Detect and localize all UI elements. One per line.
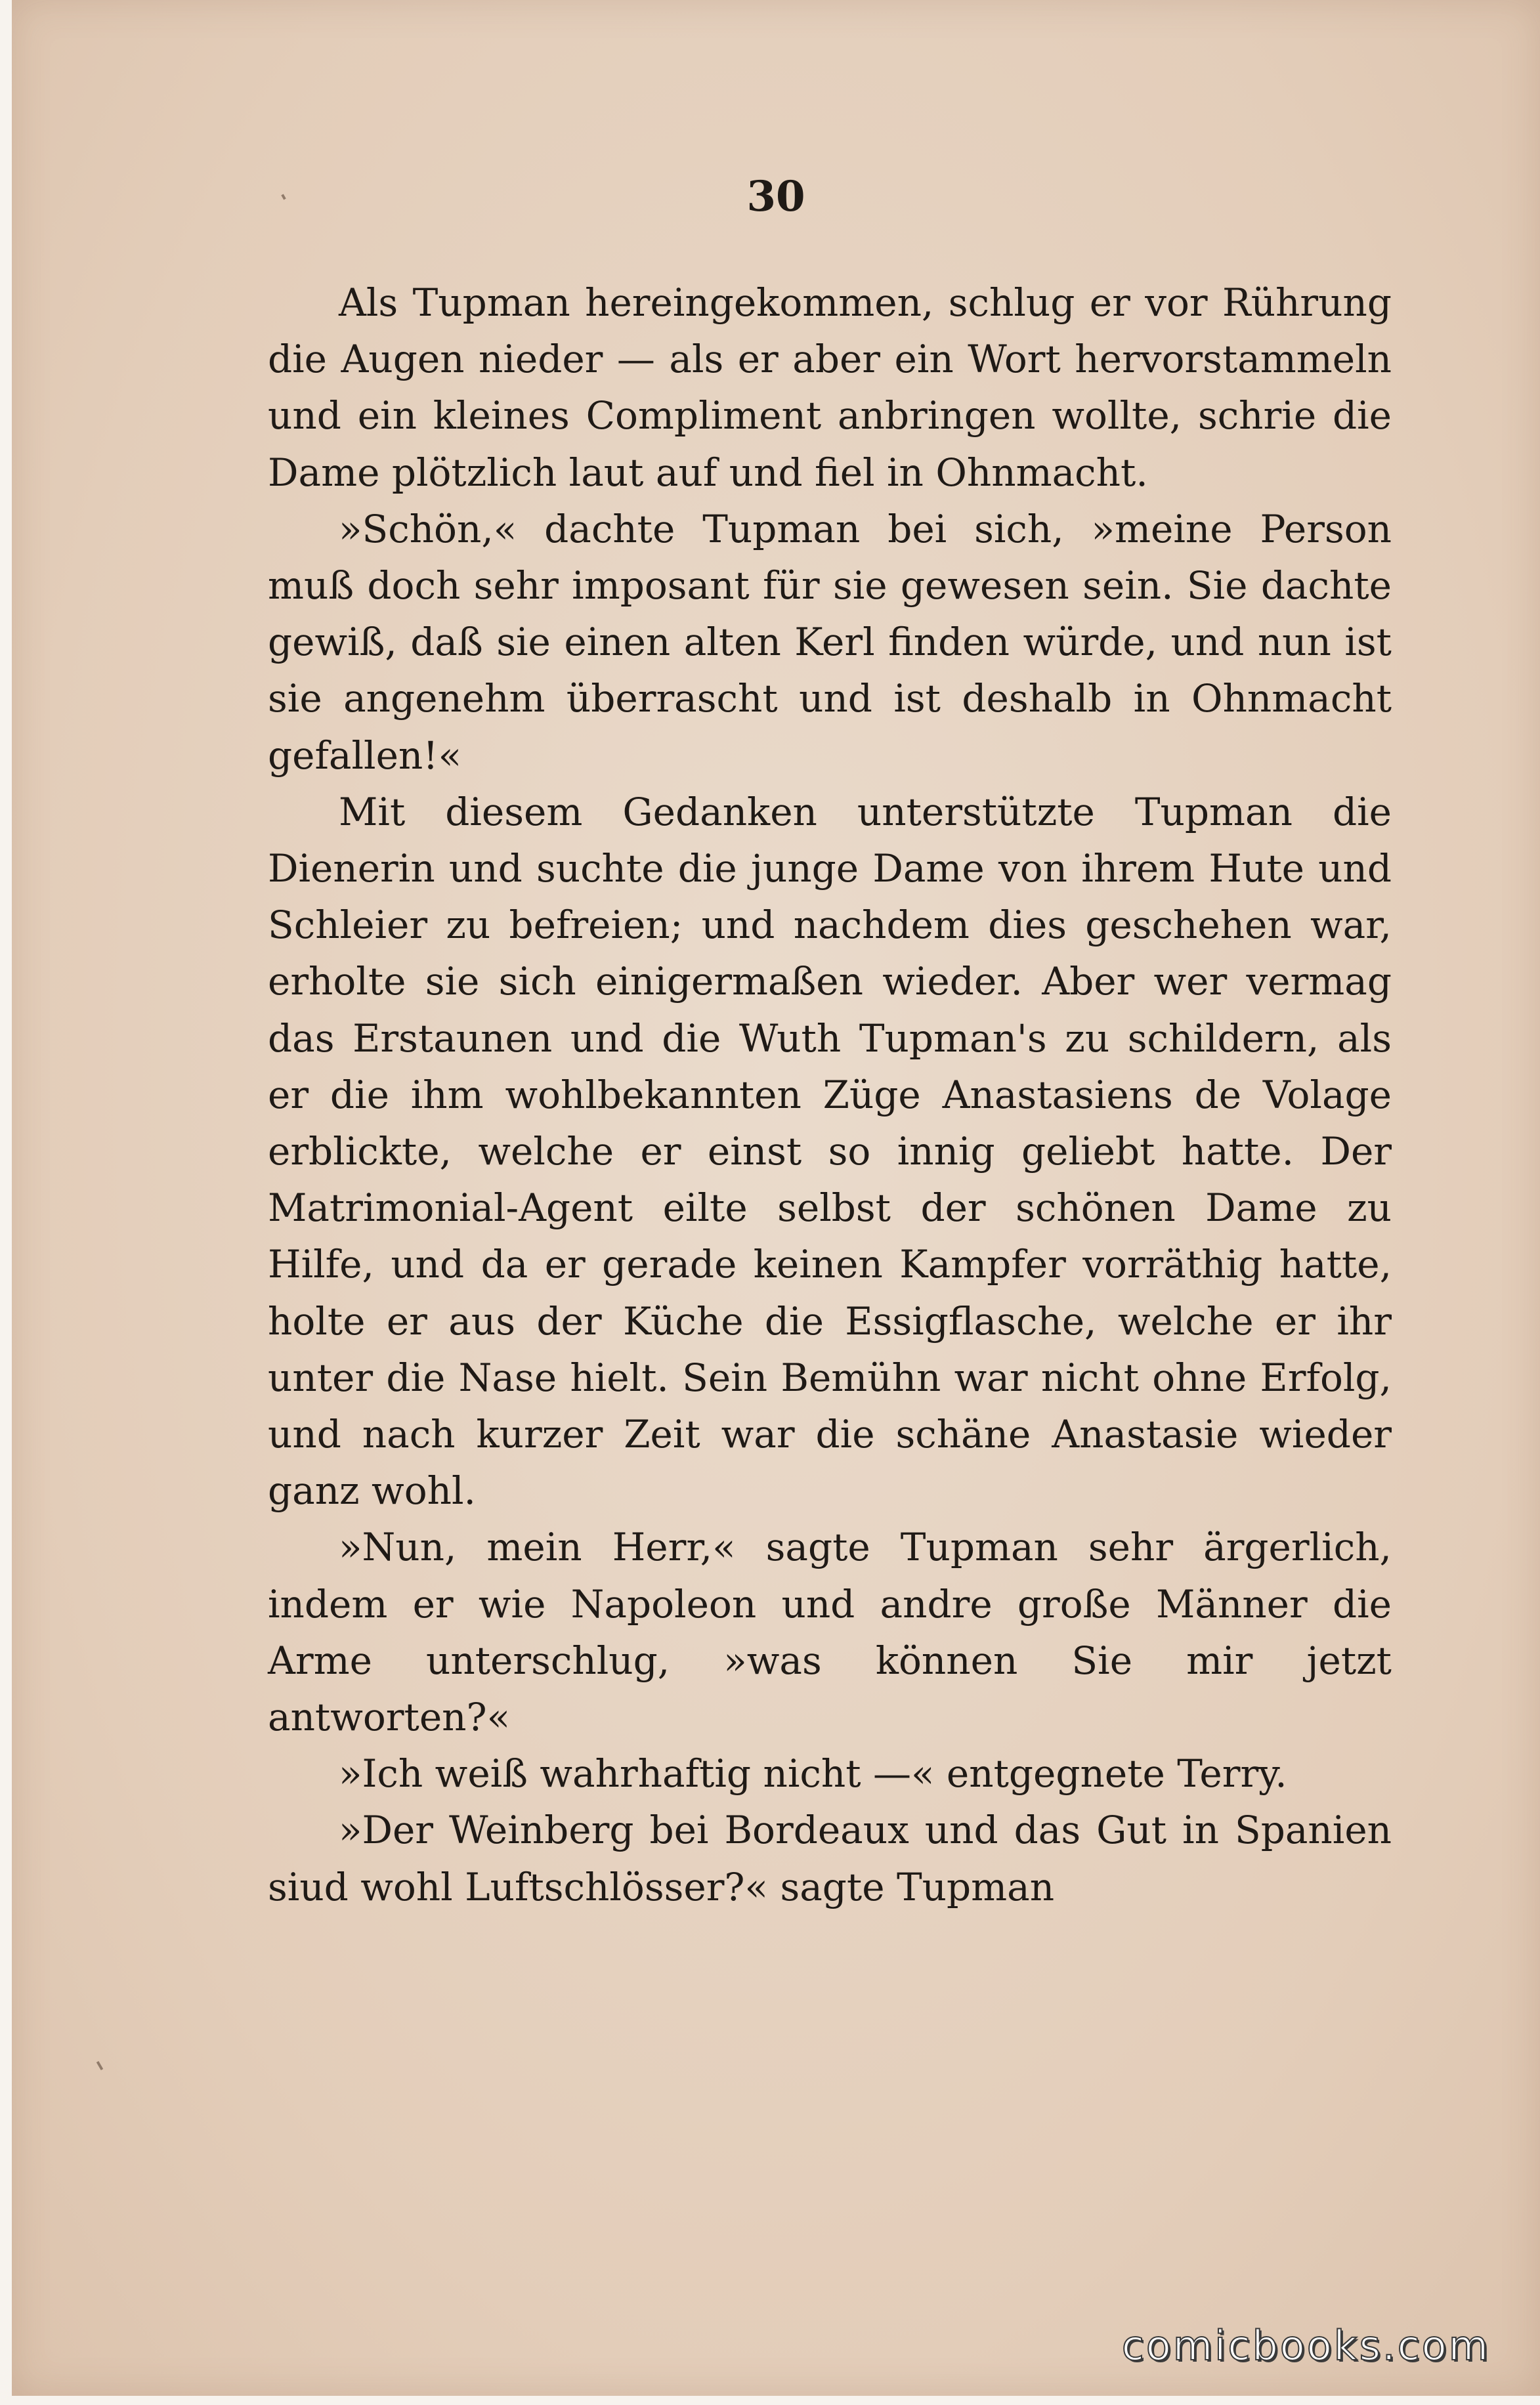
- page-number: 30: [746, 172, 805, 221]
- body-text: [268, 274, 1392, 1915]
- book-page: [12, 0, 1540, 2396]
- paper-speck: [96, 2061, 103, 2070]
- paragraph-2: »Schön,« dachte Tupman bei sich, »meine Person muß doch sehr imposant für sie gewesen sein. Sie dachte gewiß, daß sie einen alten Kerl finden würde, und nun ist sie angenehm überrascht und ist deshalb in Ohnmacht gefallen!«: [268, 506, 1392, 778]
- paragraph-5: »Ich weiß wahrhaftig nicht —« entgegnete Terry.: [339, 1751, 1287, 1797]
- paragraph-1: Als Tupman hereingekommen, schlug er vor Rührung die Augen nieder — als er aber ein Wort hervorstammeln und ein kleines Compliment anbringen wollte, schrie die Dame plötzlich laut auf und fiel in Ohnmacht.: [268, 280, 1392, 495]
- paragraph-4: »Nun, mein Herr,« sagte Tupman sehr ärgerlich, indem er wie Napoleon und andre große Männer die Arme unterschlug, »was können Sie mir jetzt antworten?«: [268, 1525, 1392, 1740]
- paragraph-6: »Der Weinberg bei Bordeaux und das Gut in Spanien siud wohl Luftschlösser?« sagte Tupman: [268, 1808, 1392, 1909]
- watermark-logo: comicbooks.com: [1121, 2322, 1490, 2370]
- paragraph-3: Mit diesem Gedanken unterstützte Tupman die Dienerin und suchte die junge Dame von ihrem Hute und Schleier zu befreien; und nachdem dies geschehen war, erholte sie sich einigermaßen wieder. Aber wer vermag das Erstaunen und die Wuth Tupman's zu schildern, als er die ihm wohlbekannten Züge Anastasiens de Volage erblickte, welche er einst so innig geliebt hatte. Der Matrimonial-Agent eilte selbst der schönen Dame zu Hilfe, und da er gerade keinen Kampfer vorräthig hatte, holte er aus der Küche die Essigflasche, welche er ihr unter die Nase hielt. Sein Bemühn war nicht ohne Erfolg, und nach kurzer Zeit war die schäne Anastasie wieder ganz wohl.: [268, 789, 1392, 1514]
